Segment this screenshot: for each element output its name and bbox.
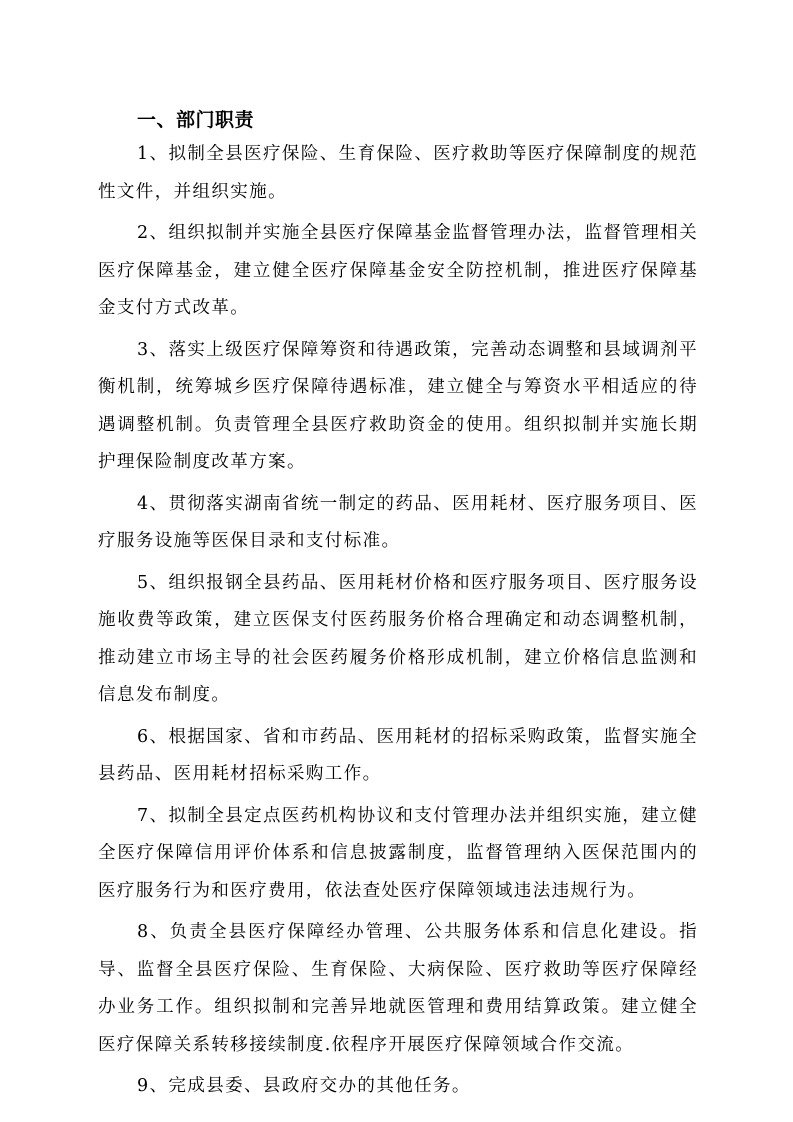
duty-item-5: 5、组织报钢全县药品、医用耗材价格和医疗服务项目、医疗服务设施收费等政策，建立医保支付医药服务价格合理确定和动态调整机制，推动建立市场主导的社会医药履务价格形成机制，建立价格信息监测和信息发布制度。	[98, 572, 698, 705]
duties-list	[98, 136, 698, 1110]
duty-item-6: 6、根据国家、省和市药品、医用耗材的招标采购政策，监督实施全县药品、医用耗材招标采购工作。	[98, 726, 698, 784]
section-heading: 一、部门职责	[137, 109, 255, 131]
duty-item-7: 7、拟制全县定点医药机构协议和支付管理办法并组织实施，建立健全医疗保障信用评价体系和信息披露制度，监督管理纳入医保范围内的医疗服务行为和医疗费用，依法查处医疗保障领域违法违规行为。	[98, 805, 698, 901]
duty-item-2: 2、组织拟制并实施全县医疗保障基金监督管理办法，监督管理相关医疗保障基金，建立健全医疗保障基金安全防控机制，推进医疗保障基金支付方式改革。	[98, 223, 698, 318]
duty-item-9: 9、完成县委、县政府交办的其他任务。	[137, 1076, 471, 1096]
duty-item-8: 8、负责全县医疗保障经办管理、公共服务体系和信息化建设。指导、监督全县医疗保险、生育保险、大病保险、医疗救助等医疗保障经办业务工作。组织拟制和完善异地就医管理和费用结算政策。建立健全医疗保障关系转移接续制度.依程序开展医疗保障领域合作交流。	[98, 922, 698, 1055]
duty-item-4: 4、贯彻落实湖南省统一制定的药品、医用耗材、医疗服务项目、医疗服务设施等医保目录和支付标准。	[98, 493, 698, 551]
duty-item-1: 1、拟制全县医疗保险、生育保险、医疗救助等医疗保障制度的规范性文件，并组织实施。	[98, 144, 698, 202]
duty-item-3: 3、落实上级医疗保障筹资和待遇政策，完善动态调整和县域调剂平衡机制，统筹城乡医疗保障待遇标准，建立健全与筹资水平相适应的待遇调整机制。负责管理全县医疗救助资金的使用。组织拟制并实施长期护理保险制度改革方案。	[98, 339, 698, 472]
